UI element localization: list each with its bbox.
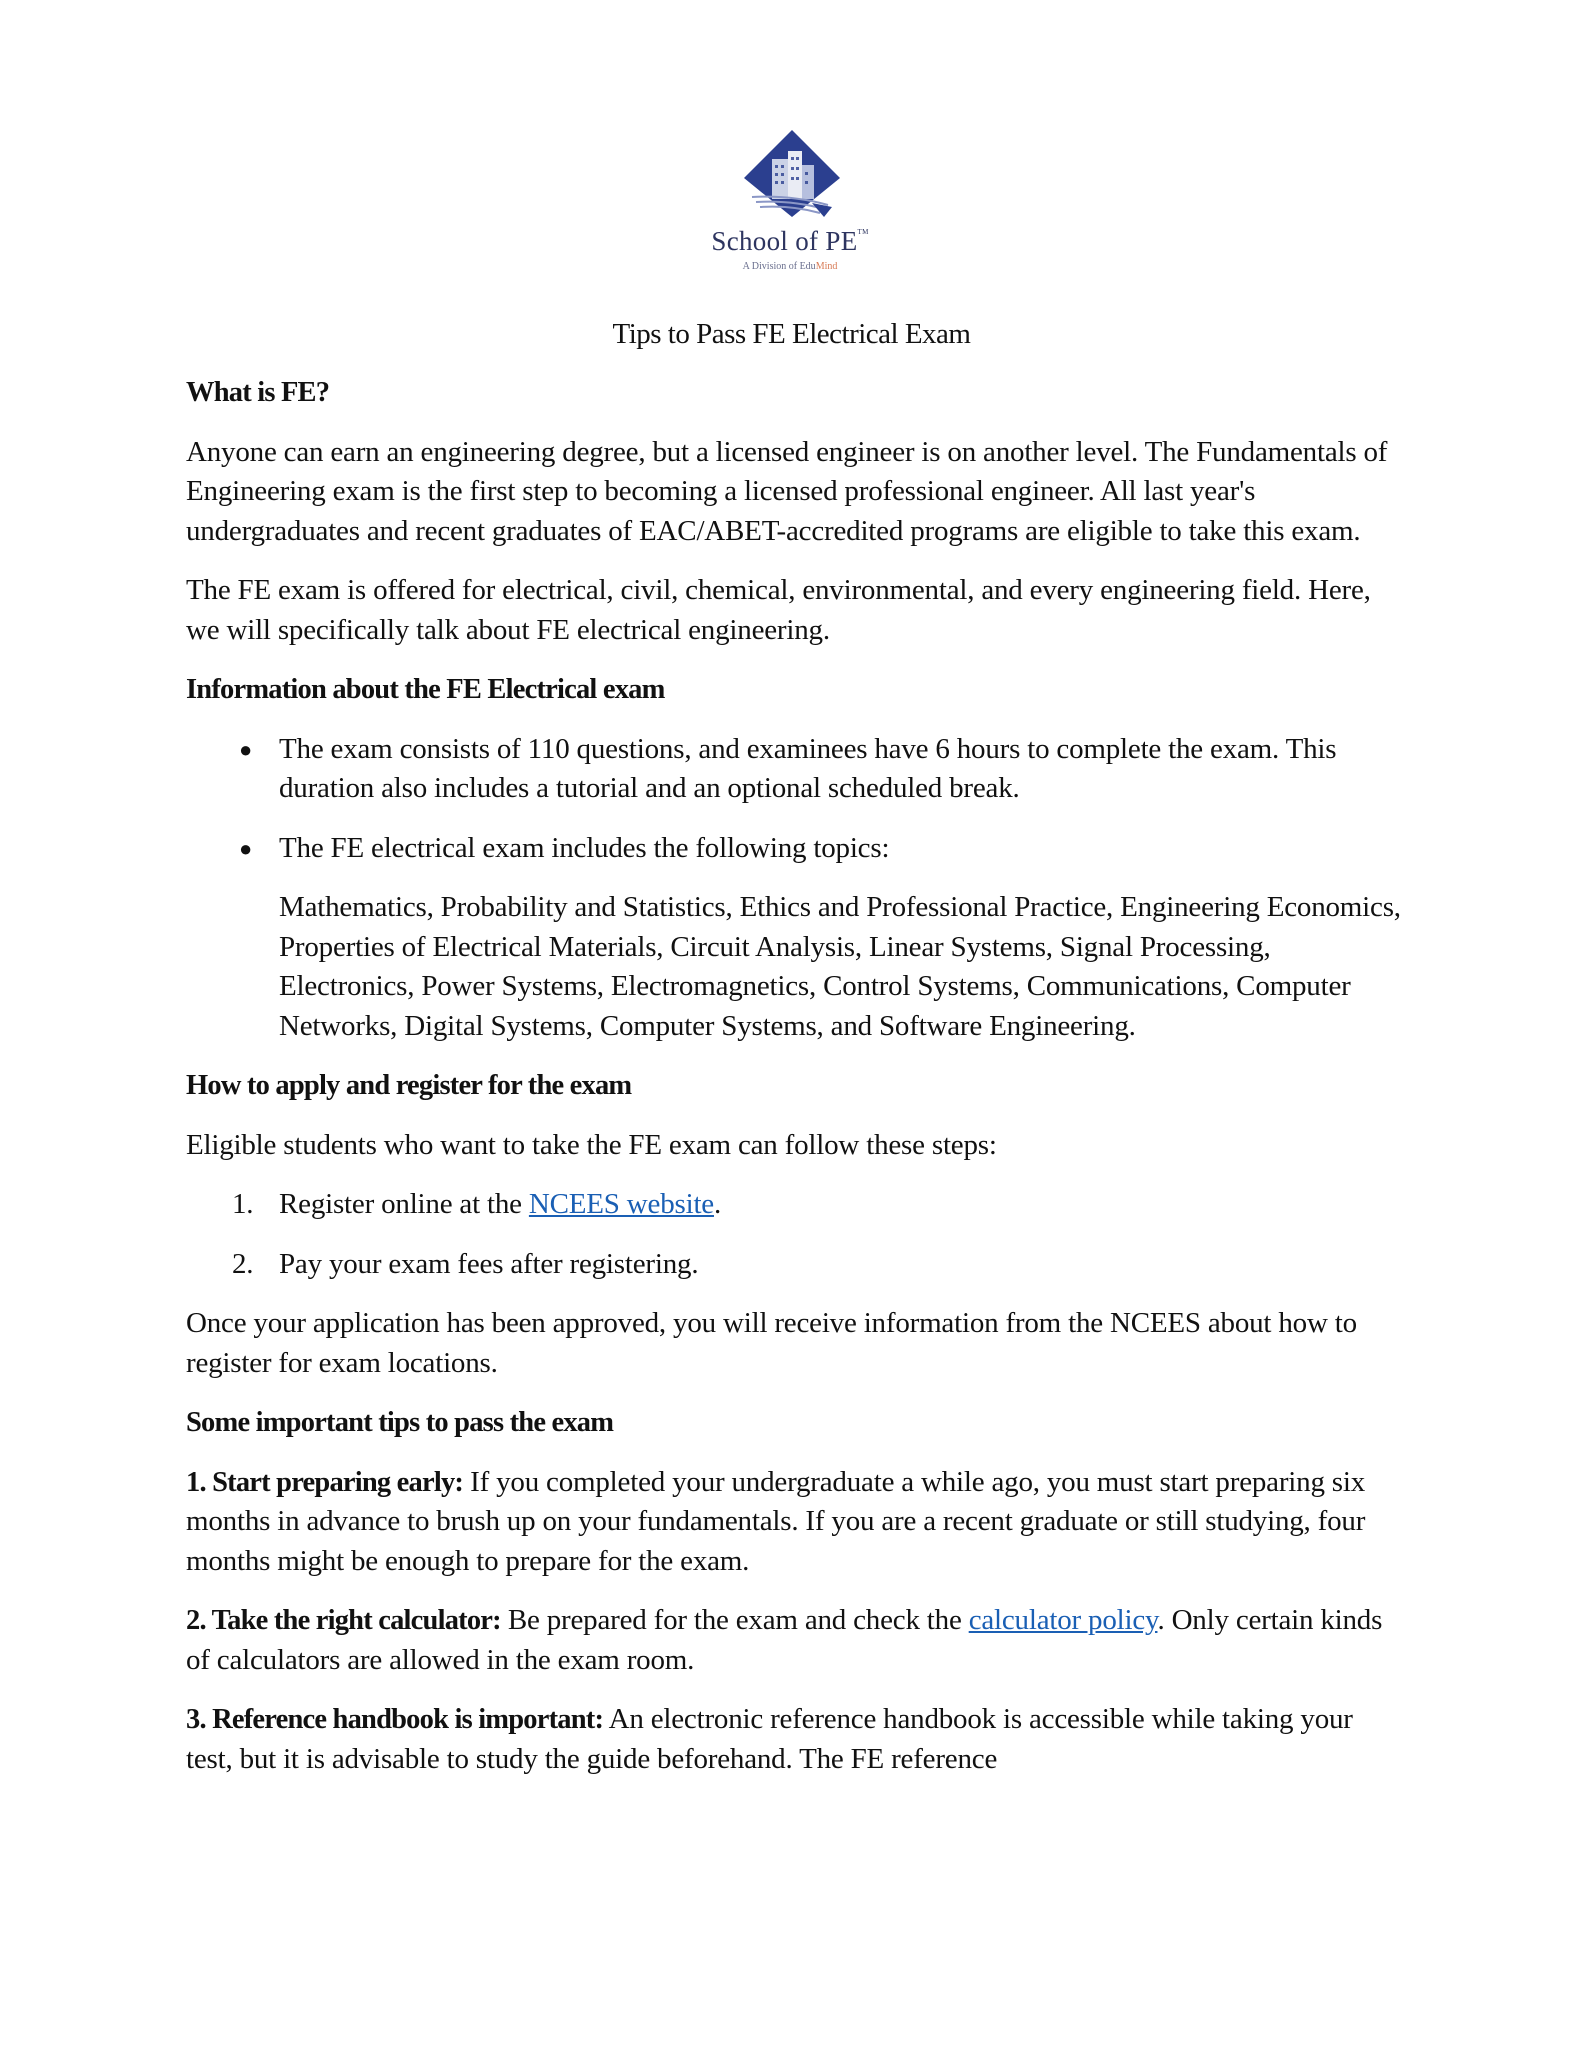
list-item: 1. Register online at the NCEES website. <box>232 1188 722 1220</box>
paragraph-fields: The FE exam is offered for electrical, civil, chemical, environmental, and every engineering field. Here, we will specifically talk about FE electrical engineering. <box>186 574 1371 646</box>
list-item: ● The FE electrical exam includes the following topics: <box>186 829 1401 869</box>
list-item: ● The exam consists of 110 questions, and examinees have 6 hours to complete the exam. This duration also includes a tutorial and an optional scheduled break. <box>186 730 1401 809</box>
tip-item: 1. Start preparing early: If you completed your undergraduate a while ago, you must start preparing six months in advance to brush up on your fundamentals. If you are a recent graduate or still studying, four months might be enough to prepare for the exam. <box>186 1465 1366 1577</box>
paragraph-apply-intro: Eligible students who want to take the FE exam can follow these steps: <box>186 1128 997 1161</box>
heading-exam-info: Information about the FE Electrical exam <box>186 674 665 705</box>
logo-name: School of PE™ <box>711 226 869 256</box>
document-body <box>186 373 1401 1779</box>
tip-item: 2. Take the right calculator: Be prepared for the exam and check the calculator policy. Only certain kinds of calculators are allowed in the exam room. <box>186 1604 1383 1676</box>
school-of-pe-logo <box>700 125 880 290</box>
tip-label: 3. Reference handbook is important: <box>186 1704 604 1735</box>
bullet-icon: ● <box>239 736 253 762</box>
calculator-policy-link[interactable]: calculator policy <box>968 1604 1158 1636</box>
bullet-icon: ● <box>239 835 253 861</box>
document-title: Tips to Pass FE Electrical Exam <box>612 318 971 350</box>
paragraph-apply-outro: Once your application has been approved, you will receive information from the NCEES about how to register for exam locations. <box>186 1307 1357 1379</box>
topics-list: Mathematics, Probability and Statistics, Ethics and Professional Practice, Engineering Economics, Properties of Electrical Materials, Circuit Analysis, Linear Systems, Signal Processing, Electronics, Power Systems, Electromagnetics, Control Systems, Communications, Computer Networks, Digital Systems, Computer Systems, and Software Engineering. <box>279 891 1401 1042</box>
tip-label: 2. Take the right calculator: <box>186 1605 501 1636</box>
paragraph-intro: Anyone can earn an engineering degree, but a licensed engineer is on another level. The Fundamentals of Engineering exam is the first step to becoming a licensed professional engineer. All last year's undergraduates and recent graduates of EAC/ABET-accredited programs are eligible to take this exam. <box>186 435 1388 547</box>
building-diamond-logo-icon <box>700 125 880 225</box>
exam-info-list <box>186 730 1401 869</box>
tip-label: 1. Start preparing early: <box>186 1466 464 1498</box>
heading-tips: Some important tips to pass the exam <box>186 1407 614 1438</box>
heading-apply: How to apply and register for the exam <box>186 1070 632 1101</box>
heading-what-is-fe: What is FE? <box>186 377 330 408</box>
registration-steps <box>186 1185 1401 1284</box>
list-item: 2. Pay your exam fees after registering. <box>232 1247 699 1280</box>
tip-item: 3. Reference handbook is important: An electronic reference handbook is accessible while taking your test, but it is advisable to study the guide beforehand. The FE reference <box>186 1703 1353 1775</box>
ncees-website-link[interactable]: NCEES website <box>528 1188 714 1220</box>
logo-tagline: A Division of EduMind <box>742 261 838 272</box>
